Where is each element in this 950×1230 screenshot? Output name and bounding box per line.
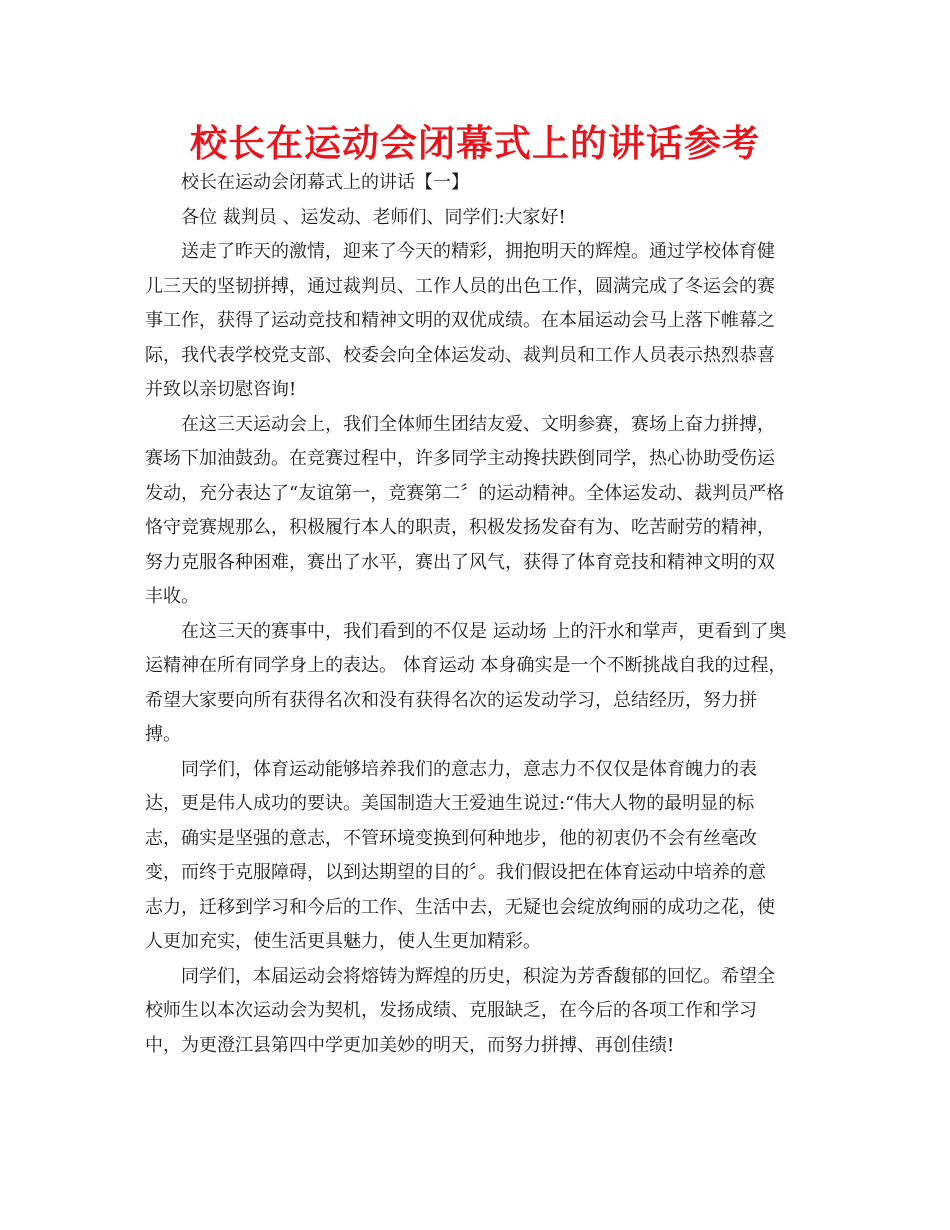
paragraph-line: 同学们，体育运动能够培养我们的意志力，意志力不仅仅是体育魄力的表 [181,758,757,780]
paragraph-line: 恪守竞赛规那么，积极履行本人的职责，积极发扬发奋有为、吃苦耐劳的精神， [145,517,775,538]
section-heading: 校长在运动会闭幕式上的讲话【一】 [181,172,469,193]
paragraph-line: 中，为更澄江县第四中学更加美妙的明天，而努力拼搏、再创佳绩! [145,1034,675,1056]
paragraph-line: 际，我代表学校党支部、校委会向全体运发动、裁判员和工作人员表示热烈恭喜 [145,344,775,366]
paragraph-line: 运精神在所有同学身上的表达。 体育运动 本身确实是一个不断挑战自我的过程， [145,655,787,676]
paragraph-line: 赛场下加油鼓劲。在竞赛过程中，许多同学主动搀扶跌倒同学，热心协助受伤运 [145,448,775,469]
paragraph-line: 人更加充实，使生活更具魅力，使人生更加精彩。 [145,931,541,952]
paragraph-3 [145,615,805,753]
paragraph-line: 送走了昨天的激情，迎来了今天的精彩，拥抱明天的辉煌。通过学校体育健 [181,241,775,262]
document-title: 校长在运动会闭幕式上的讲话参考 [190,122,760,165]
paragraph-line: 努力克服各种困难，赛出了水平，赛出了风气，获得了体育竞技和精神文明的双 [145,551,775,573]
paragraph-line: 变，而终于克服障碍，以到达期望的目的〞。我们假设把在体育运动中培养的意 [145,862,766,883]
paragraph-line: 发动，充分表达了“友谊第一，竞赛第二〞的运动精神。全体运发动、裁判员严格 [145,482,785,504]
paragraph-line: 事工作，获得了运动竞技和精神文明的双优成绩。在本届运动会马上落下帷幕之 [145,310,775,331]
paragraph-line: 丰收。 [145,586,199,607]
paragraph-line: 达，更是伟人成功的要诀。美国制造大王爱迪生说过:“伟大人物的最明显的标 [145,793,755,814]
paragraph-line: 在这三天运动会上，我们全体师生团结友爱、文明参赛，赛场上奋力拼搏， [181,413,775,435]
paragraph-5 [145,960,805,1064]
document-body [145,166,805,1063]
paragraph-line: 在这三天的赛事中，我们看到的不仅是 运动场 上的汗水和掌声，更看到了奥 [181,620,787,642]
paragraph-2 [145,408,805,615]
paragraph-line: 志，确实是坚强的意志，不管环境变换到何种地步，他的初衷仍不会有丝毫改 [145,827,757,849]
paragraph-line: 同学们，本届运动会将熔铸为辉煌的历史，积淀为芳香馥郁的回忆。希望全 [181,965,775,987]
paragraph-line: 并致以亲切慰咨询! [145,379,297,400]
paragraph-line: 志力，迁移到学习和今后的工作、生活中去，无疑也会绽放绚丽的成功之花，使 [145,896,775,918]
paragraph-line: 儿三天的坚韧拼搏，通过裁判员、工作人员的出色工作，圆满完成了冬运会的赛 [145,275,775,297]
paragraph-line: 校师生以本次运动会为契机，发扬成绩、克服缺乏，在今后的各项工作和学习 [145,1000,757,1021]
paragraph-1 [145,235,805,408]
paragraph-line: 希望大家要向所有获得名次和没有获得名次的运发动学习，总结经历，努力拼 [145,689,757,711]
greeting: 各位 裁判员 、运发动、老师们、同学们:大家好! [181,206,566,228]
paragraph-4 [145,753,805,960]
paragraph-line: 搏。 [145,724,181,745]
